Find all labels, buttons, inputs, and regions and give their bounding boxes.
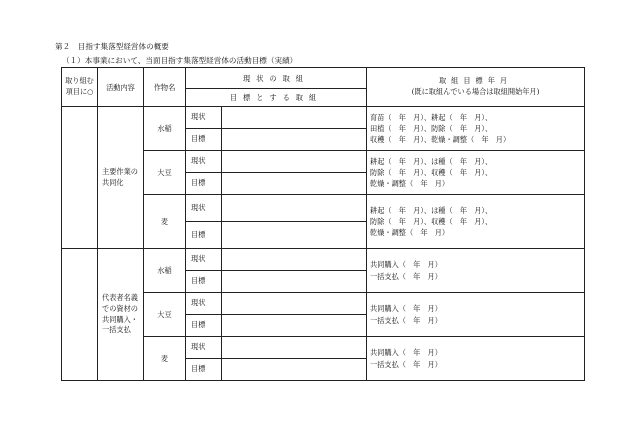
current-status-field[interactable]	[222, 337, 367, 359]
current-label: 現状	[186, 249, 222, 271]
target-field[interactable]	[222, 129, 367, 151]
crop-name: 大豆	[144, 293, 186, 337]
goal-dates-cell[interactable]: 共同購入（ 年 月） 一括支払（ 年 月）	[367, 293, 585, 337]
header-target: 目標とする取組	[186, 89, 367, 107]
target-field[interactable]	[222, 173, 367, 195]
select-cell-group-1[interactable]	[62, 107, 98, 249]
goal-dates-cell[interactable]: 共同購入（ 年 月） 一括支払（ 年 月）	[367, 249, 585, 293]
current-label: 現状	[186, 195, 222, 222]
current-label: 現状	[186, 107, 222, 129]
activity-goals-table	[61, 67, 585, 381]
activity-group-2: 代表者名義 での資材の 共同購入・ 一括支払	[98, 249, 144, 381]
crop-name: 大豆	[144, 151, 186, 195]
target-label: 目標	[186, 359, 222, 381]
goal-dates-cell[interactable]: 育苗（ 年 月）、耕起（ 年 月）、 田植（ 年 月）、防除（ 年 月）、 収穫（ 年 月）、乾燥・調整（ 年 月）	[367, 107, 585, 151]
goal-dates-cell[interactable]: 共同購入（ 年 月） 一括支払（ 年 月）	[367, 337, 585, 381]
target-label: 目標	[186, 271, 222, 293]
section-heading: 第２ 目指す集落型経営体の概要	[55, 42, 169, 51]
select-cell-group-2[interactable]	[62, 249, 98, 381]
crop-name: 水稲	[144, 107, 186, 151]
goal-dates-cell[interactable]: 耕起（ 年 月）、は種（ 年 月）、 防除（ 年 月）、収穫（ 年 月）、 乾燥・調整（ 年 月）	[367, 151, 585, 195]
current-label: 現状	[186, 337, 222, 359]
target-label: 目標	[186, 173, 222, 195]
header-activity: 活動内容	[98, 68, 144, 107]
target-field[interactable]	[222, 271, 367, 293]
target-label: 目標	[186, 315, 222, 337]
target-field[interactable]	[222, 222, 367, 249]
current-status-field[interactable]	[222, 151, 367, 173]
current-status-field[interactable]	[222, 195, 367, 222]
goal-dates-cell[interactable]: 耕起（ 年 月）、は種（ 年 月）、 防除（ 年 月）、収穫（ 年 月）、 乾燥・調整（ 年 月）	[367, 195, 585, 249]
target-field[interactable]	[222, 315, 367, 337]
header-current-status: 現状の取組	[186, 68, 367, 89]
current-label: 現状	[186, 293, 222, 315]
header-crop: 作物名	[144, 68, 186, 107]
target-label: 目標	[186, 129, 222, 151]
target-label: 目標	[186, 222, 222, 249]
activity-group-1: 主要作業の 共同化	[98, 107, 144, 249]
current-status-field[interactable]	[222, 107, 367, 129]
crop-name: 麦	[144, 337, 186, 381]
current-label: 現状	[186, 151, 222, 173]
section-subheading: （１）本事業において、当面目指す集落型経営体の活動目標（実績）	[62, 56, 298, 65]
crop-name: 水稲	[144, 249, 186, 293]
target-field[interactable]	[222, 359, 367, 381]
crop-name: 麦	[144, 195, 186, 249]
header-goal-date: 取組目標年月 (既に取組んでいる場合は取組開始年月)	[367, 68, 585, 107]
current-status-field[interactable]	[222, 249, 367, 271]
current-status-field[interactable]	[222, 293, 367, 315]
header-select-column: 取り組む 項目に○	[62, 68, 98, 107]
